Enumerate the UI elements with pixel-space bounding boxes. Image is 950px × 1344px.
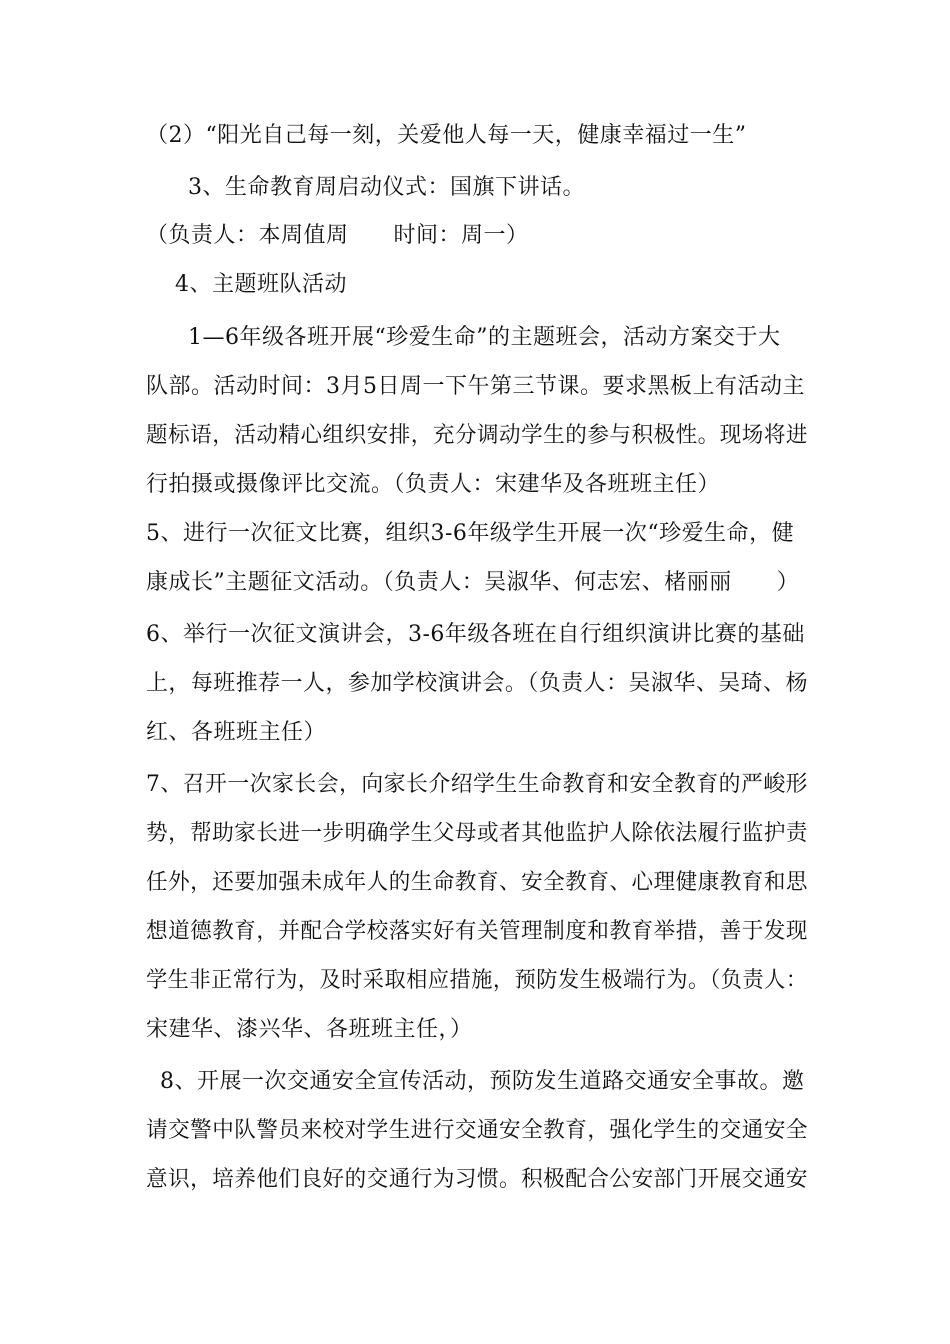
section-heading: 4、主题班队活动 — [175, 272, 347, 297]
text-line: 1—6年级各班开展“珍爱生命”的主题班会，活动方案交于大 — [188, 325, 781, 350]
text-line: 5、进行一次征文比赛，组织3-6年级学生开展一次“珍爱生命，健 — [146, 521, 795, 546]
text-line: （2）“阳光自己每一刻，关爱他人每一天，健康幸福过一生” — [146, 123, 747, 148]
text-line: 请交警中队警员来校对学生进行交通安全教育，强化学生的交通安全 — [146, 1118, 808, 1143]
text-line: 红、各班班主任） — [146, 720, 327, 745]
text-line: （负责人：本周值周 时间：周一） — [146, 223, 529, 248]
text-line: 康成长”主题征文活动。（负责人：吴淑华、何志宏、楮丽丽 ） — [146, 570, 800, 595]
text-line: 行拍摄或摄像评比交流。（负责人：宋建华及各班班主任） — [146, 472, 721, 497]
text-line: 6、举行一次征文演讲会，3-6年级各班在自行组织演讲比赛的基础 — [146, 622, 805, 647]
text-line: 7、召开一次家长会，向家长介绍学生生命教育和安全教育的严峻形 — [146, 772, 808, 797]
text-line: 3、生命教育周启动仪式：国旗下讲话。 — [188, 175, 585, 200]
text-line: 队部。活动时间：3月5日周一下午第三节课。要求黑板上有活动主 — [146, 374, 805, 399]
text-line: 题标语，活动精心组织安排，充分调动学生的参与积极性。现场将进 — [146, 423, 808, 448]
text-line: 8、开展一次交通安全宣传活动，预防发生道路交通安全事故。邀 — [160, 1069, 805, 1094]
text-line: 想道德教育，并配合学校落实好有关管理制度和教育举措，善于发现 — [146, 919, 808, 944]
text-line: 宋建华、漆兴华、各班班主任，） — [146, 1017, 473, 1042]
text-line: 势，帮助家长进一步明确学生父母或者其他监护人除依法履行监护责 — [146, 821, 808, 846]
text-line: 任外，还要加强未成年人的生命教育、安全教育、心理健康教育和思 — [146, 870, 808, 895]
text-line: 上，每班推荐一人，参加学校演讲会。（负责人：吴淑华、吴琦、杨 — [146, 671, 809, 696]
text-line: 意识，培养他们良好的交通行为习惯。积极配合公安部门开展交通安 — [146, 1167, 808, 1192]
text-line: 学生非正常行为，及时采取相应措施，预防发生极端行为。（负责人： — [146, 968, 808, 993]
